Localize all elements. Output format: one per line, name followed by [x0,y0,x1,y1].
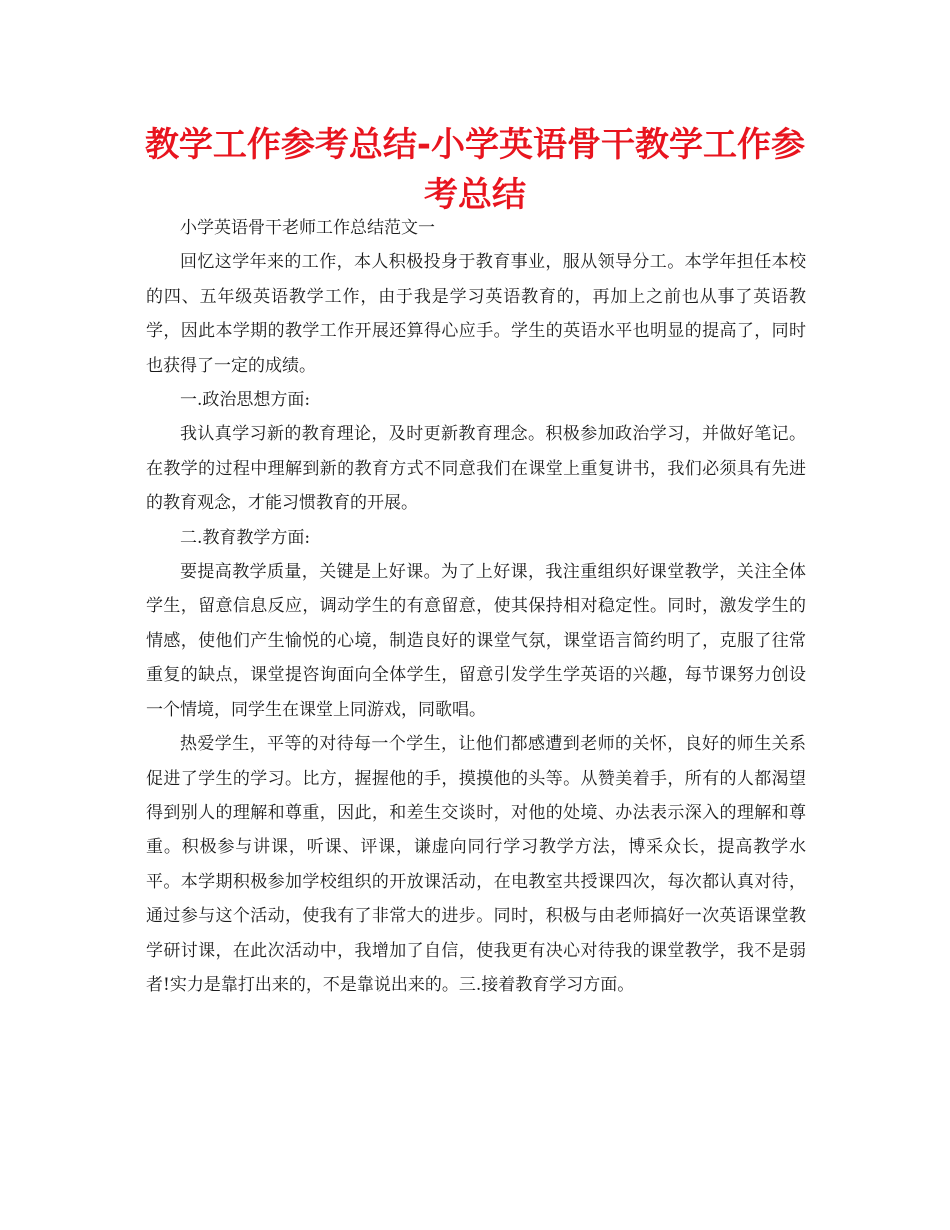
political-paragraph: 我认真学习新的教育理论，及时更新教育理念。积极参加政治学习，并做好笔记。在教学的过程中理解到新的教育方式不同意我们在课堂上重复讲书，我们必须具有先进的教育观念，才能习惯教育的开展。 [146,424,806,514]
section-heading-political: 一.政治思想方面: [180,390,311,411]
document-title: 教学工作参考总结-小学英语骨干教学工作参考总结 [144,125,806,215]
section-heading-teaching: 二.教育教学方面: [180,527,311,548]
students-paragraph: 热爱学生，平等的对待每一个学生，让他们都感遭到老师的关怀，良好的师生关系促进了学生的学习。比方，握握他的手，摸摸他的头等。从赞美着手，所有的人都渴望得到别人的理解和尊重，因此，和差生交谈时，对他的处境、办法表示深入的理解和尊重。积极参与讲课，听课、评课，谦虚向同行学习教学方法，博采众长，提高教学水平。本学期积极参加学校组织的开放课活动，在电教室共授课四次，每次都认真对待，通过参与这个活动，使我有了非常大的进步。同时，积极与由老师搞好一次英语课堂教学研讨课，在此次活动中，我增加了自信，使我更有决心对待我的课堂教学，我不是弱者!实力是靠打出来的，不是靠说出来的。三.接着教育学习方面。 [146,734,806,995]
subtitle-paragraph: 小学英语骨干老师工作总结范文一 [180,218,435,238]
teaching-paragraph: 要提高教学质量，关键是上好课。为了上好课，我注重组织好课堂教学，关注全体学生，留意信息反应，调动学生的有意留意，使其保持相对稳定性。同时，激发学生的情感，使他们产生愉悦的心境，制造良好的课堂气氛，课堂语言简约明了，克服了往常重复的缺点，课堂提咨询面向全体学生，留意引发学生学英语的兴趣，每节课努力创设一个情境，同学生在课堂上同游戏，同歌唱。 [146,562,806,720]
document-body [146,211,806,1002]
intro-paragraph: 回忆这学年来的工作，本人积极投身于教育事业，服从领导分工。本学年担任本校的四、五年级英语教学工作，由于我是学习英语教育的，再加上之前也从事了英语教学，因此本学期的教学工作开展还算得心应手。学生的英语水平也明显的提高了，同时也获得了一定的成绩。 [146,252,806,376]
